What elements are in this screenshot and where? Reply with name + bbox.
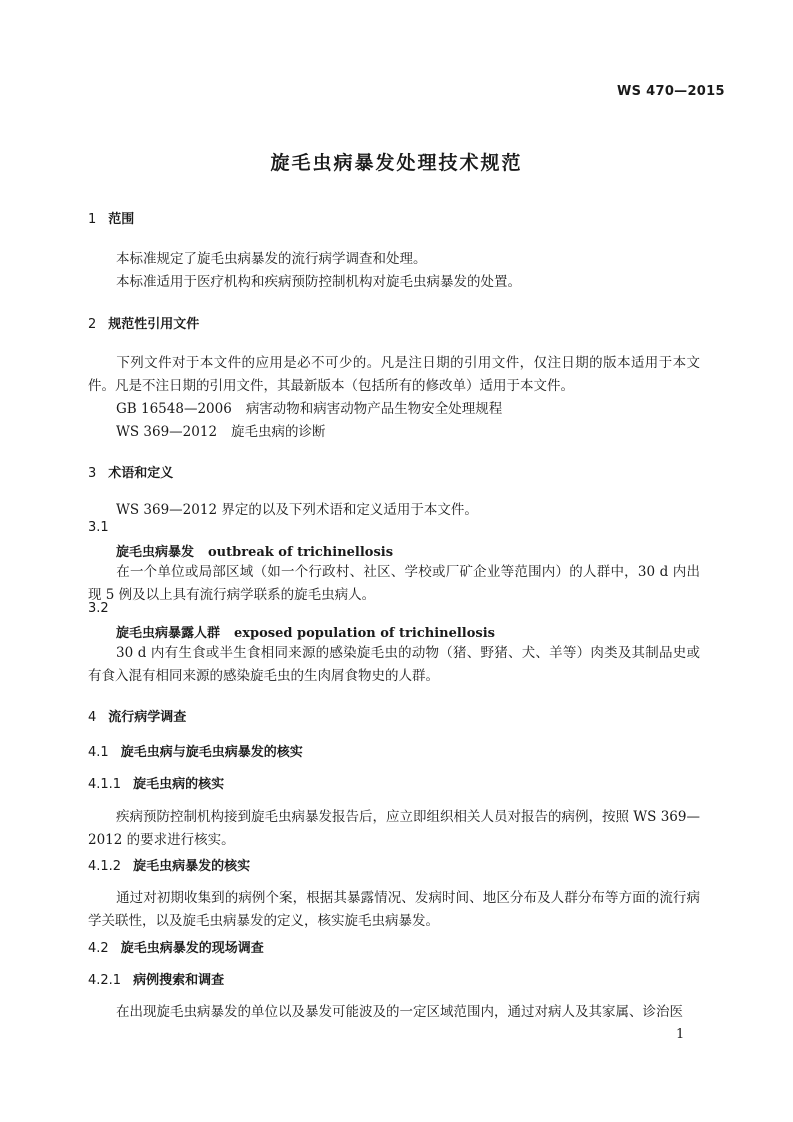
term-name-en: outbreak of trichinellosis [208,545,394,560]
standard-code: WS 470—2015 [617,84,725,99]
term-name-zh: 旋毛虫病暴露人群 [116,626,221,641]
section-4-heading [88,706,186,725]
term-definition-text: 30 d 内有生食或半生食相同来源的感染旋毛虫的动物（猪、野猪、犬、羊等）肉类及其制品史或有食入混有相同来源的感染旋毛虫的生肉屑食物史的人群。 [88,645,700,684]
reference-item [116,421,326,443]
section-4-2-heading [88,937,264,956]
term-definition-text: 在一个单位或局部区域（如一个行政村、社区、学校或厂矿企业等范围内）的人群中，30 d 内出现 5 例及以上具有流行病学联系的旋毛虫病人。 [88,564,700,603]
section-number: 4.2 [88,941,109,956]
reference-title: 旋毛虫病的诊断 [231,424,326,440]
term-name-zh: 旋毛虫病暴发 [116,545,195,560]
paragraph-text: 在出现旋毛虫病暴发的单位以及暴发可能波及的一定区域范围内，通过对病人及其家属、诊治医 [116,1004,683,1020]
term-number: 3.1 [88,520,109,535]
paragraph-4-1-1 [88,806,700,852]
paragraph-text: 疾病预防控制机构接到旋毛虫病暴发报告后，应立即组织相关人员对报告的病例，按照 WS 369—2012 的要求进行核实。 [88,809,700,848]
document-title: 旋毛虫病暴发处理技术规范 [270,152,523,174]
section-number: 4.1.1 [88,777,122,792]
term-heading [116,541,393,560]
section-number: 4.1 [88,745,109,760]
section-4-1-1-heading [88,773,224,792]
reference-item [116,398,502,420]
scope-paragraph-2: 本标准适用于医疗机构和疾病预防控制机构对旋毛虫病暴发的处置。 [116,274,521,290]
section-number: 3 [88,466,97,481]
scope-paragraph-1: 本标准规定了旋毛虫病暴发的流行病学调查和处理。 [116,251,427,267]
paragraph-4-2-1 [88,1001,700,1024]
term-definition [88,561,700,607]
section-number: 4.1.2 [88,859,122,874]
page-number: 1 [676,1027,685,1042]
section-title: 旋毛虫病的核实 [133,777,225,792]
section-number: 2 [88,317,97,332]
section-number: 4 [88,710,97,725]
section-2-heading [88,313,199,332]
section-title: 病例搜索和调查 [133,973,225,988]
paragraph-text: 通过对初期收集到的病例个案，根据其暴露情况、发病时间、地区分布及人群分布等方面的流行病学关联性，以及旋毛虫病暴发的定义，核实旋毛虫病暴发。 [88,890,700,929]
section-title: 旋毛虫病暴发的核实 [133,859,251,874]
section-4-1-2-heading [88,855,250,874]
paragraph-4-1-2 [88,887,700,933]
references-intro-paragraph [88,352,700,398]
section-1-heading [88,208,134,227]
section-number: 1 [88,212,97,227]
section-title: 旋毛虫病暴发的现场调查 [120,941,264,956]
section-4-2-1-heading [88,969,224,988]
terms-intro-paragraph: WS 369—2012 界定的以及下列术语和定义适用于本文件。 [116,502,478,518]
section-title: 规范性引用文件 [108,317,200,332]
term-heading [116,622,495,641]
section-title: 流行病学调查 [108,710,187,725]
term-name-en: exposed population of trichinellosis [234,626,495,641]
section-title: 旋毛虫病与旋毛虫病暴发的核实 [120,745,303,760]
section-title: 术语和定义 [108,466,174,481]
references-intro-text: 下列文件对于本文件的应用是必不可少的。凡是注日期的引用文件，仅注日期的版本适用于本文件。凡是不注日期的引用文件，其最新版本（包括所有的修改单）适用于本文件。 [88,355,700,394]
section-number: 4.2.1 [88,973,122,988]
reference-title: 病害动物和病害动物产品生物安全处理规程 [245,401,503,417]
section-title: 范围 [108,212,135,227]
term-definition [88,642,700,688]
reference-id: WS 369—2012 [116,424,218,440]
term-number: 3.2 [88,601,109,616]
reference-id: GB 16548—2006 [116,401,232,417]
section-4-1-heading [88,741,303,760]
section-3-heading [88,462,173,481]
